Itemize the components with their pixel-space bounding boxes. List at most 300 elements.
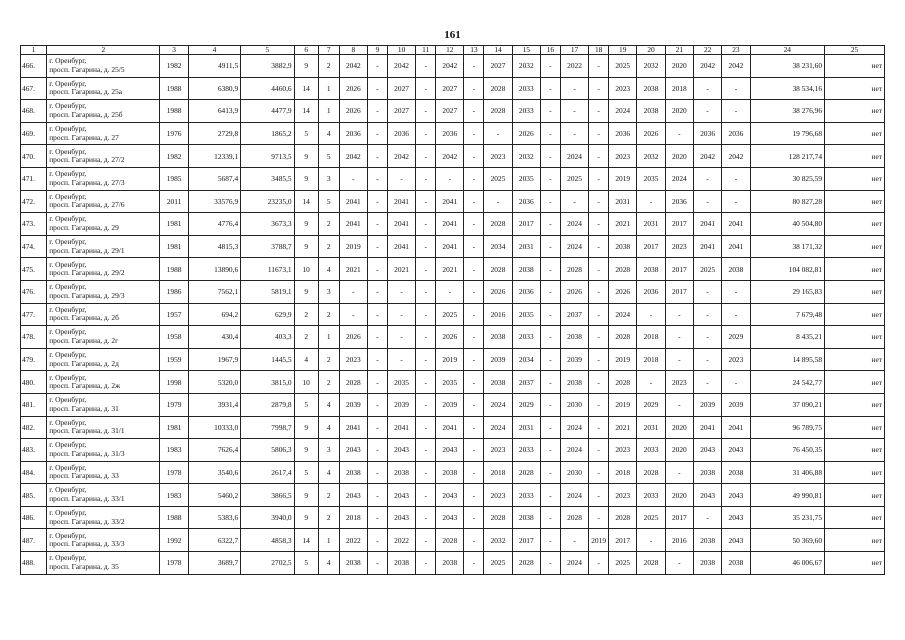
cell-col-7: 4 <box>318 461 339 484</box>
address-city: г. Оренбург, <box>49 553 87 563</box>
cell-col-23: 2042 <box>722 55 750 78</box>
column-number-3: 3 <box>160 46 188 55</box>
cell-col-4: 1967,9 <box>188 348 240 371</box>
column-number-22: 22 <box>693 46 721 55</box>
cell-col-15: 2033 <box>512 100 540 123</box>
column-number-17: 17 <box>560 46 588 55</box>
cell-col-9: - <box>368 348 388 371</box>
cell-col-17: 2037 <box>560 303 588 326</box>
cell-col-20: - <box>637 371 665 394</box>
cell-col-8: 2039 <box>339 393 367 416</box>
cell-col-17: - <box>560 529 588 552</box>
cell-col-20: 2035 <box>637 167 665 190</box>
cell-col-16: - <box>540 167 560 190</box>
address-street: просп. Гагарина, д. 27/6 <box>49 200 125 210</box>
cell-col-14: 2028 <box>484 506 512 529</box>
cell-col-3: 1988 <box>160 258 188 281</box>
cell-col-20: 2018 <box>637 326 665 349</box>
cell-col-14: 2025 <box>484 552 512 575</box>
column-number-9: 9 <box>368 46 388 55</box>
cell-col-18: - <box>589 167 609 190</box>
cell-col-8: 2028 <box>339 371 367 394</box>
cell-col-6: 9 <box>294 439 318 462</box>
cell-col-12: 2035 <box>436 371 464 394</box>
cell-col-11: - <box>416 416 436 439</box>
cell-col-25: нет <box>825 348 885 371</box>
cell-col-14: - <box>484 122 512 145</box>
cell-col-16: - <box>540 393 560 416</box>
cell-col-15: 2037 <box>512 371 540 394</box>
cell-col-23: 2029 <box>722 326 750 349</box>
cell-col-13: - <box>464 55 484 78</box>
cell-col-21: 2024 <box>665 167 693 190</box>
cell-col-12: - <box>436 280 464 303</box>
cell-col-4: 6413,9 <box>188 100 240 123</box>
cell-col-11: - <box>416 348 436 371</box>
cell-col-19: 2017 <box>609 529 637 552</box>
address-street: просп. Гагарина, д. 25а <box>49 87 123 97</box>
cell-col-18: - <box>589 235 609 258</box>
cell-col-4: 5687,4 <box>188 167 240 190</box>
cell-col-3: 1958 <box>160 326 188 349</box>
cell-col-18: - <box>589 552 609 575</box>
column-number-1: 1 <box>21 46 47 55</box>
cell-col-21: - <box>665 303 693 326</box>
address-city: г. Оренбург, <box>49 395 87 405</box>
cell-col-7: 2 <box>318 371 339 394</box>
cell-col-19: 2031 <box>609 190 637 213</box>
cell-col-9: - <box>368 371 388 394</box>
cell-col-18: 2019 <box>589 529 609 552</box>
table-row <box>21 484 885 507</box>
cell-col-22: 2041 <box>693 235 721 258</box>
cell-col-5: 2702,5 <box>241 552 294 575</box>
cell-col-13: - <box>464 213 484 236</box>
cell-col-17: 2024 <box>560 145 588 168</box>
cell-col-10: - <box>387 167 415 190</box>
cell-col-18: - <box>589 77 609 100</box>
cell-col-6: 5 <box>294 552 318 575</box>
address-street: просп. Гагарина, д. 33/2 <box>49 516 125 526</box>
cell-col-14: 2025 <box>484 167 512 190</box>
row-index: 468. <box>21 100 47 123</box>
cell-col-5: 5819,1 <box>241 280 294 303</box>
cell-col-25: нет <box>825 439 885 462</box>
cell-col-9: - <box>368 190 388 213</box>
cell-col-20: - <box>637 529 665 552</box>
cell-col-10: 2041 <box>387 190 415 213</box>
cell-col-11: - <box>416 506 436 529</box>
cell-col-22: - <box>693 280 721 303</box>
cell-col-12: - <box>436 167 464 190</box>
cell-col-23: - <box>722 167 750 190</box>
cell-col-19: 2019 <box>609 348 637 371</box>
cell-col-6: 9 <box>294 235 318 258</box>
cell-col-12: 2019 <box>436 348 464 371</box>
cell-col-3: 1988 <box>160 100 188 123</box>
cell-col-23: 2042 <box>722 145 750 168</box>
address-cell <box>47 190 160 213</box>
cell-col-21: 2020 <box>665 439 693 462</box>
cell-col-15: 2038 <box>512 258 540 281</box>
cell-col-7: 2 <box>318 55 339 78</box>
cell-col-21: 2023 <box>665 371 693 394</box>
cell-col-11: - <box>416 190 436 213</box>
cell-col-20: 2025 <box>637 506 665 529</box>
cell-col-18: - <box>589 55 609 78</box>
column-number-10: 10 <box>387 46 415 55</box>
cell-col-13: - <box>464 122 484 145</box>
column-number-7: 7 <box>318 46 339 55</box>
cell-col-22: 2025 <box>693 258 721 281</box>
address-city: г. Оренбург, <box>49 214 87 224</box>
cell-col-9: - <box>368 235 388 258</box>
cell-col-20: 2038 <box>637 100 665 123</box>
cell-col-8: 2043 <box>339 484 367 507</box>
column-number-11: 11 <box>416 46 436 55</box>
cell-col-23: 2041 <box>722 416 750 439</box>
address-cell <box>47 55 160 78</box>
cell-col-4: 5320,0 <box>188 371 240 394</box>
cell-col-24: 24 542,77 <box>750 371 824 394</box>
cell-col-20: 2026 <box>637 122 665 145</box>
cell-col-21: - <box>665 326 693 349</box>
cell-col-6: 14 <box>294 190 318 213</box>
cell-col-7: 1 <box>318 77 339 100</box>
cell-col-19: 2019 <box>609 393 637 416</box>
cell-col-5: 1865,2 <box>241 122 294 145</box>
cell-col-16: - <box>540 303 560 326</box>
cell-col-8: 2026 <box>339 77 367 100</box>
cell-col-17: - <box>560 100 588 123</box>
cell-col-23: - <box>722 190 750 213</box>
cell-col-8: 2021 <box>339 258 367 281</box>
row-index: 476. <box>21 280 47 303</box>
address-street: просп. Гагарина, д. 35 <box>49 561 119 571</box>
cell-col-25: нет <box>825 416 885 439</box>
column-number-12: 12 <box>436 46 464 55</box>
address-cell <box>47 484 160 507</box>
cell-col-10: 2027 <box>387 77 415 100</box>
address-city: г. Оренбург, <box>49 236 87 246</box>
cell-col-8: 2042 <box>339 145 367 168</box>
cell-col-22: - <box>693 348 721 371</box>
cell-col-4: 5460,2 <box>188 484 240 507</box>
cell-col-17: 2028 <box>560 506 588 529</box>
cell-col-15: 2034 <box>512 348 540 371</box>
cell-col-18: - <box>589 484 609 507</box>
address-city: г. Оренбург, <box>49 417 87 427</box>
column-number-24: 24 <box>750 46 824 55</box>
address-city: г. Оренбург, <box>49 440 87 450</box>
cell-col-15: 2028 <box>512 461 540 484</box>
cell-col-19: 2023 <box>609 484 637 507</box>
cell-col-10: 2042 <box>387 55 415 78</box>
row-index: 486. <box>21 506 47 529</box>
cell-col-10: 2042 <box>387 145 415 168</box>
column-number-2: 2 <box>47 46 160 55</box>
cell-col-5: 3788,7 <box>241 235 294 258</box>
cell-col-19: 2028 <box>609 506 637 529</box>
cell-col-25: нет <box>825 190 885 213</box>
address-street: просп. Гагарина, д. 2г <box>49 335 119 345</box>
cell-col-8: 2026 <box>339 326 367 349</box>
table-row <box>21 235 885 258</box>
cell-col-9: - <box>368 461 388 484</box>
cell-col-12: 2038 <box>436 552 464 575</box>
cell-col-15: 2032 <box>512 55 540 78</box>
column-number-4: 4 <box>188 46 240 55</box>
cell-col-24: 38 231,60 <box>750 55 824 78</box>
address-cell <box>47 529 160 552</box>
row-index: 488. <box>21 552 47 575</box>
cell-col-11: - <box>416 213 436 236</box>
table-row <box>21 55 885 78</box>
cell-col-23: 2043 <box>722 506 750 529</box>
cell-col-11: - <box>416 235 436 258</box>
cell-col-23: - <box>722 280 750 303</box>
cell-col-15: 2031 <box>512 416 540 439</box>
address-street: просп. Гагарина, д. 2б <box>49 313 119 323</box>
cell-col-22: - <box>693 167 721 190</box>
cell-col-20: 2033 <box>637 439 665 462</box>
cell-col-6: 14 <box>294 529 318 552</box>
cell-col-15: 2033 <box>512 484 540 507</box>
cell-col-21: - <box>665 393 693 416</box>
cell-col-12: 2041 <box>436 416 464 439</box>
cell-col-10: 2022 <box>387 529 415 552</box>
cell-col-19: 2026 <box>609 280 637 303</box>
cell-col-14: 2023 <box>484 484 512 507</box>
cell-col-7: 3 <box>318 439 339 462</box>
cell-col-16: - <box>540 416 560 439</box>
cell-col-9: - <box>368 326 388 349</box>
cell-col-4: 4776,4 <box>188 213 240 236</box>
cell-col-16: - <box>540 235 560 258</box>
cell-col-4: 2729,8 <box>188 122 240 145</box>
cell-col-8: 2038 <box>339 461 367 484</box>
cell-col-14: 2028 <box>484 100 512 123</box>
cell-col-24: 38 534,16 <box>750 77 824 100</box>
cell-col-16: - <box>540 55 560 78</box>
cell-col-23: 2039 <box>722 393 750 416</box>
cell-col-15: 2026 <box>512 122 540 145</box>
column-number-13: 13 <box>464 46 484 55</box>
cell-col-12: 2027 <box>436 100 464 123</box>
cell-col-6: 14 <box>294 77 318 100</box>
address-cell <box>47 416 160 439</box>
cell-col-10: - <box>387 326 415 349</box>
cell-col-20: 2028 <box>637 461 665 484</box>
row-index: 487. <box>21 529 47 552</box>
cell-col-19: 2028 <box>609 326 637 349</box>
cell-col-23: 2043 <box>722 484 750 507</box>
cell-col-13: - <box>464 100 484 123</box>
cell-col-18: - <box>589 326 609 349</box>
address-cell <box>47 77 160 100</box>
cell-col-6: 9 <box>294 213 318 236</box>
cell-col-7: 2 <box>318 303 339 326</box>
address-street: просп. Гагарина, д. 27/2 <box>49 155 125 165</box>
table-row <box>21 213 885 236</box>
cell-col-22: 2043 <box>693 439 721 462</box>
cell-col-3: 1959 <box>160 348 188 371</box>
cell-col-10: 2039 <box>387 393 415 416</box>
cell-col-16: - <box>540 258 560 281</box>
cell-col-24: 14 895,58 <box>750 348 824 371</box>
cell-col-14: 2018 <box>484 461 512 484</box>
cell-col-15: 2017 <box>512 213 540 236</box>
cell-col-3: 1998 <box>160 371 188 394</box>
cell-col-22: - <box>693 100 721 123</box>
address-cell <box>47 235 160 258</box>
address-cell <box>47 348 160 371</box>
cell-col-22: 2043 <box>693 484 721 507</box>
cell-col-4: 430,4 <box>188 326 240 349</box>
cell-col-5: 9713,5 <box>241 145 294 168</box>
cell-col-21: 2017 <box>665 506 693 529</box>
cell-col-8: 2043 <box>339 439 367 462</box>
address-cell <box>47 303 160 326</box>
cell-col-12: 2041 <box>436 213 464 236</box>
cell-col-13: - <box>464 77 484 100</box>
cell-col-8: 2022 <box>339 529 367 552</box>
cell-col-25: нет <box>825 55 885 78</box>
cell-col-9: - <box>368 100 388 123</box>
cell-col-10: 2038 <box>387 461 415 484</box>
cell-col-19: 2023 <box>609 145 637 168</box>
cell-col-16: - <box>540 326 560 349</box>
cell-col-14: 2023 <box>484 145 512 168</box>
cell-col-6: 4 <box>294 348 318 371</box>
address-city: г. Оренбург, <box>49 191 87 201</box>
cell-col-3: 1981 <box>160 213 188 236</box>
address-cell <box>47 439 160 462</box>
cell-col-9: - <box>368 167 388 190</box>
cell-col-8: 2036 <box>339 122 367 145</box>
row-index: 473. <box>21 213 47 236</box>
address-street: просп. Гагарина, д. 27/3 <box>49 177 125 187</box>
cell-col-21: 2017 <box>665 280 693 303</box>
cell-col-5: 3673,3 <box>241 213 294 236</box>
cell-col-12: 2042 <box>436 145 464 168</box>
cell-col-8: 2041 <box>339 190 367 213</box>
cell-col-17: - <box>560 190 588 213</box>
cell-col-22: - <box>693 77 721 100</box>
cell-col-13: - <box>464 167 484 190</box>
cell-col-20: 2017 <box>637 235 665 258</box>
cell-col-15: 2031 <box>512 235 540 258</box>
cell-col-25: нет <box>825 145 885 168</box>
address-street: просп. Гагарина, д. 31 <box>49 403 119 413</box>
cell-col-14: 2028 <box>484 77 512 100</box>
cell-col-12: 2027 <box>436 77 464 100</box>
cell-col-13: - <box>464 145 484 168</box>
cell-col-10: 2027 <box>387 100 415 123</box>
cell-col-10: 2038 <box>387 552 415 575</box>
cell-col-9: - <box>368 393 388 416</box>
cell-col-4: 4815,3 <box>188 235 240 258</box>
cell-col-21: - <box>665 348 693 371</box>
cell-col-14: 2016 <box>484 303 512 326</box>
cell-col-11: - <box>416 371 436 394</box>
cell-col-16: - <box>540 461 560 484</box>
cell-col-6: 9 <box>294 506 318 529</box>
cell-col-21: 2016 <box>665 529 693 552</box>
cell-col-11: - <box>416 258 436 281</box>
cell-col-17: - <box>560 77 588 100</box>
cell-col-22: - <box>693 371 721 394</box>
row-index: 475. <box>21 258 47 281</box>
cell-col-22: 2036 <box>693 122 721 145</box>
cell-col-18: - <box>589 100 609 123</box>
cell-col-21: 2017 <box>665 258 693 281</box>
cell-col-19: 2028 <box>609 258 637 281</box>
cell-col-17: 2024 <box>560 439 588 462</box>
table-row <box>21 303 885 326</box>
address-cell <box>47 326 160 349</box>
address-city: г. Оренбург, <box>49 462 87 472</box>
cell-col-17: 2038 <box>560 371 588 394</box>
cell-col-13: - <box>464 280 484 303</box>
address-cell <box>47 122 160 145</box>
cell-col-13: - <box>464 529 484 552</box>
cell-col-4: 3689,7 <box>188 552 240 575</box>
cell-col-25: нет <box>825 100 885 123</box>
cell-col-12: 2025 <box>436 303 464 326</box>
cell-col-9: - <box>368 439 388 462</box>
cell-col-23: 2043 <box>722 529 750 552</box>
cell-col-16: - <box>540 280 560 303</box>
cell-col-11: - <box>416 145 436 168</box>
cell-col-4: 6322,7 <box>188 529 240 552</box>
cell-col-4: 13890,6 <box>188 258 240 281</box>
table-row <box>21 506 885 529</box>
cell-col-15: 2036 <box>512 190 540 213</box>
cell-col-11: - <box>416 122 436 145</box>
cell-col-14: 2026 <box>484 280 512 303</box>
cell-col-12: 2043 <box>436 484 464 507</box>
row-index: 469. <box>21 122 47 145</box>
cell-col-20: 2032 <box>637 145 665 168</box>
cell-col-24: 7 679,48 <box>750 303 824 326</box>
table-row <box>21 190 885 213</box>
cell-col-25: нет <box>825 393 885 416</box>
address-cell <box>47 100 160 123</box>
address-cell <box>47 393 160 416</box>
cell-col-23: 2038 <box>722 258 750 281</box>
cell-col-13: - <box>464 484 484 507</box>
cell-col-17: 2030 <box>560 461 588 484</box>
cell-col-19: 2018 <box>609 461 637 484</box>
cell-col-25: нет <box>825 303 885 326</box>
cell-col-8: 2023 <box>339 348 367 371</box>
cell-col-25: нет <box>825 552 885 575</box>
cell-col-3: 1979 <box>160 393 188 416</box>
cell-col-6: 10 <box>294 258 318 281</box>
cell-col-16: - <box>540 122 560 145</box>
cell-col-11: - <box>416 326 436 349</box>
column-number-16: 16 <box>540 46 560 55</box>
row-index: 484. <box>21 461 47 484</box>
table-row <box>21 552 885 575</box>
address-cell <box>47 371 160 394</box>
address-street: просп. Гагарина, д. 25/5 <box>49 64 125 74</box>
cell-col-24: 50 369,60 <box>750 529 824 552</box>
cell-col-24: 40 504,80 <box>750 213 824 236</box>
address-city: г. Оренбург, <box>49 146 87 156</box>
cell-col-10: 2041 <box>387 416 415 439</box>
